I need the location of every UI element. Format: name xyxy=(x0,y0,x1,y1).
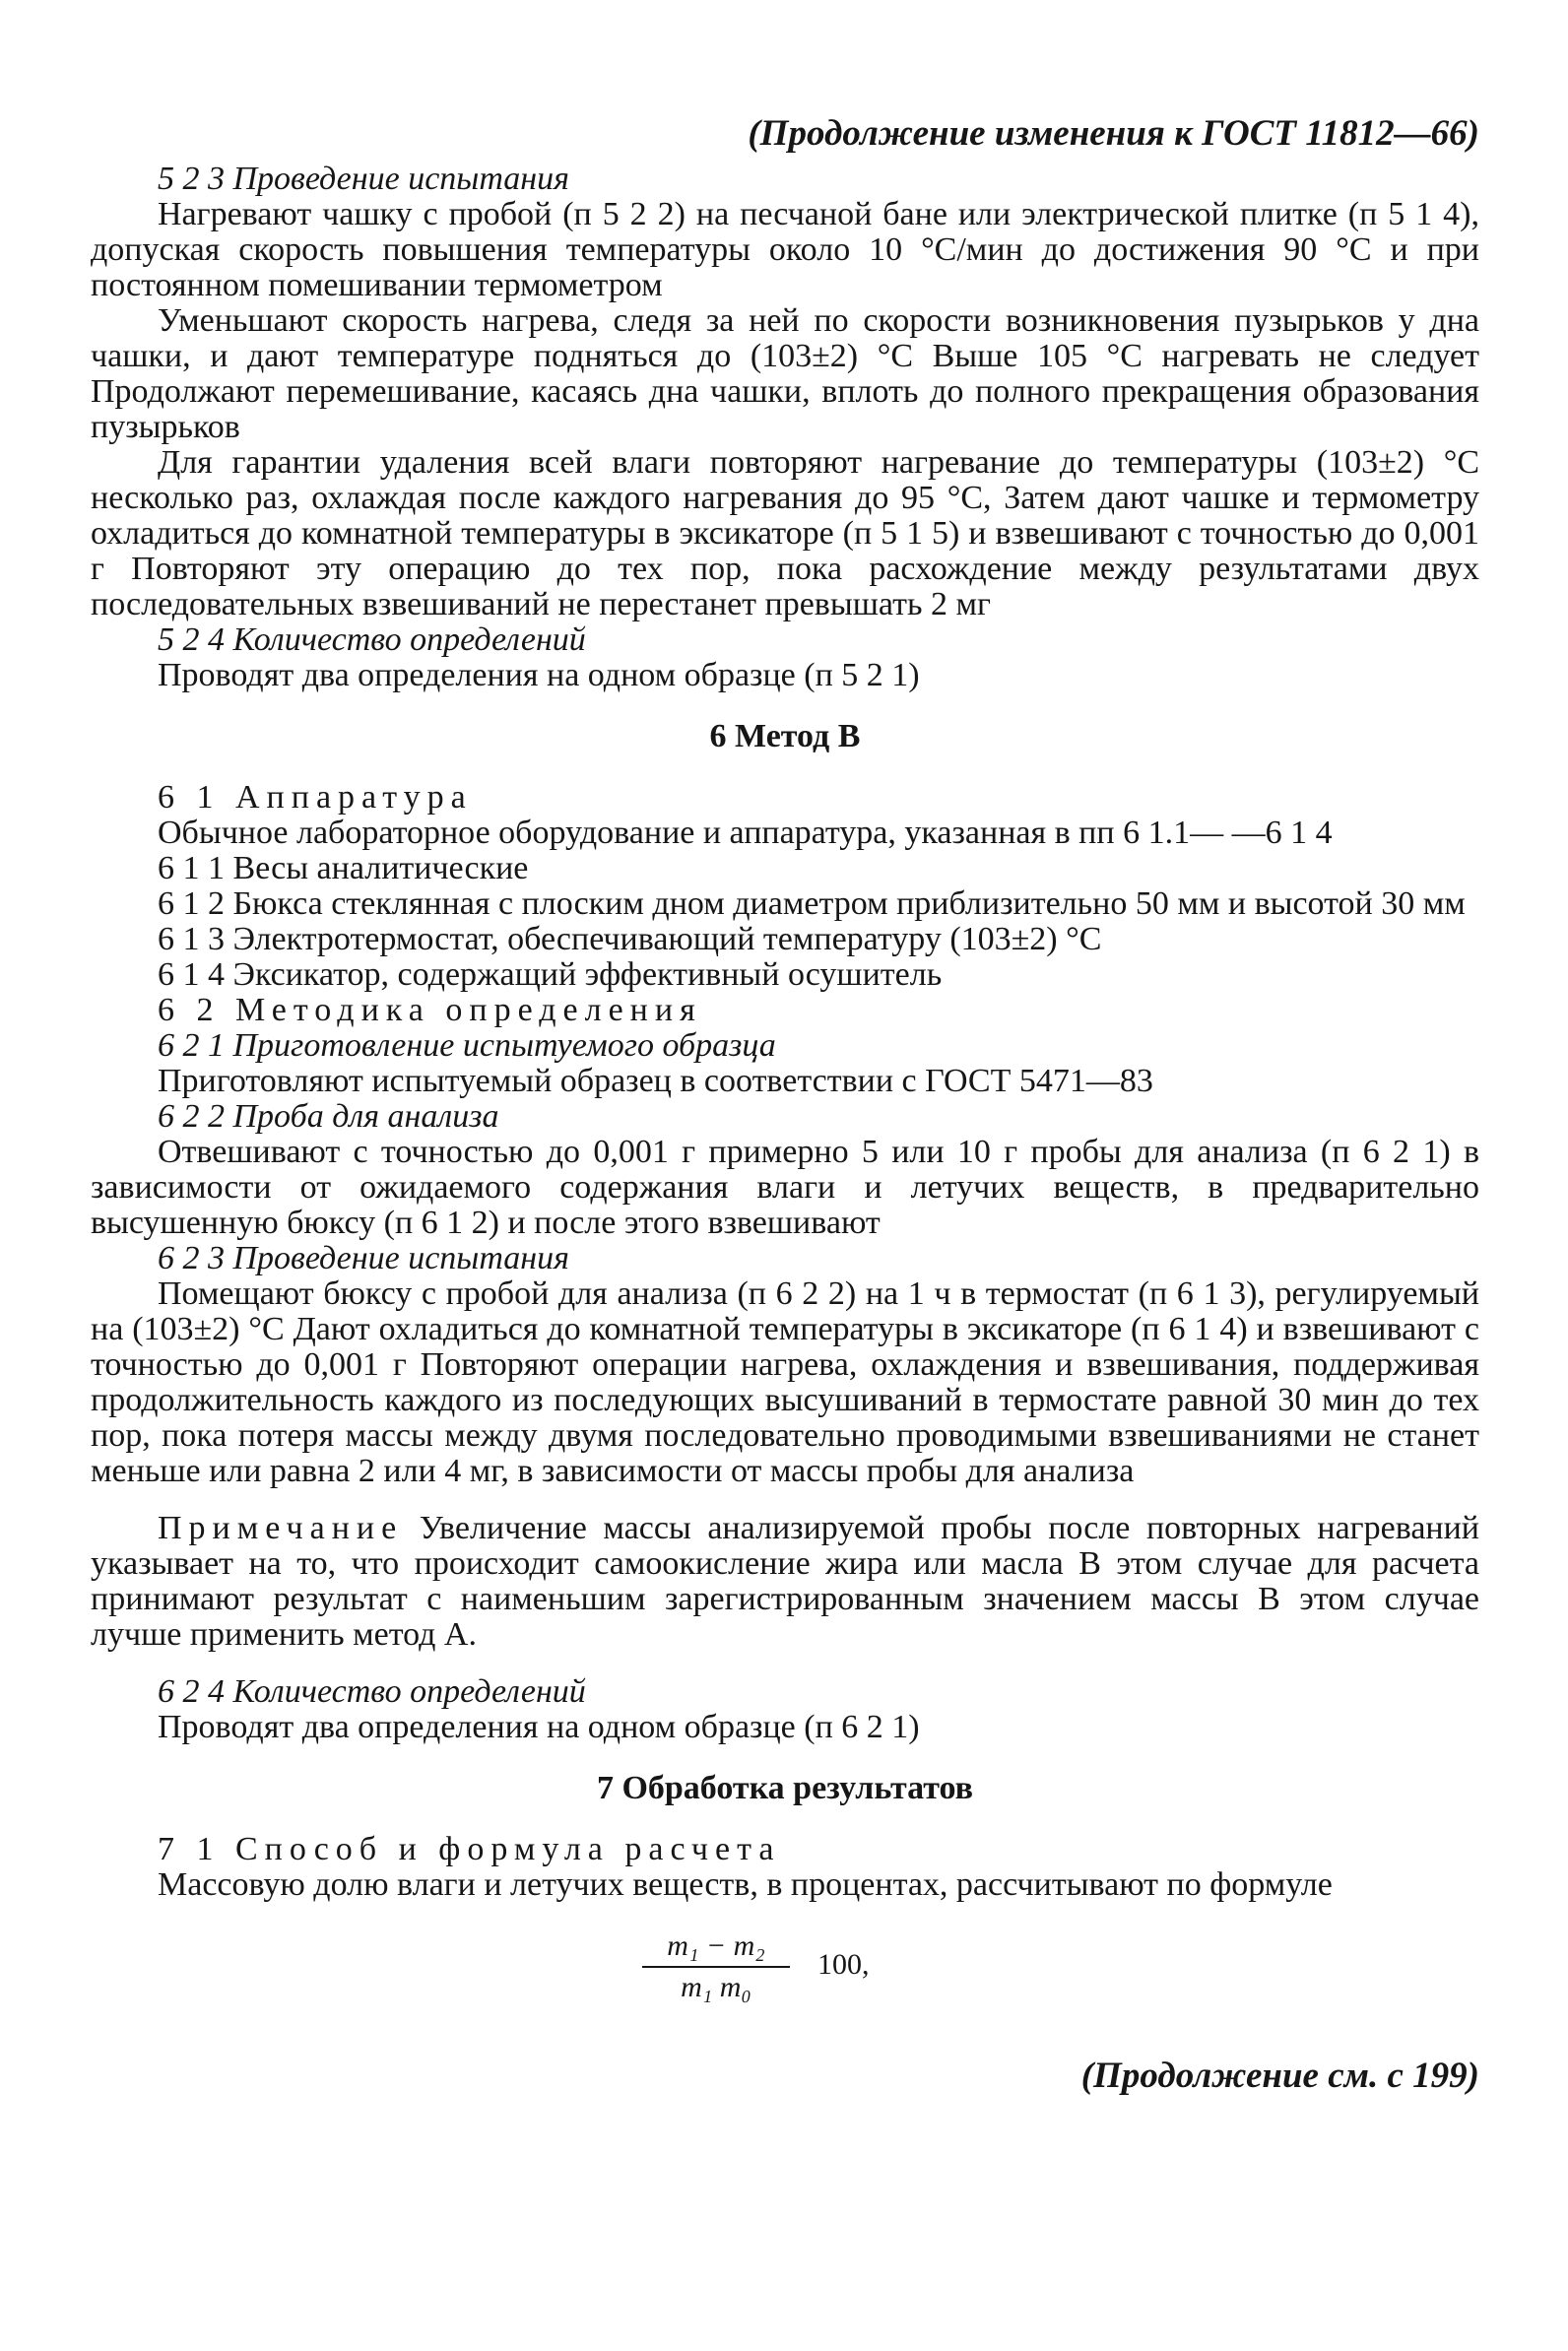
note-paragraph xyxy=(91,1511,1479,1653)
section-7-1-title: 7 1 Способ и формула расчета xyxy=(158,1831,781,1867)
formula-multiplier: 100, xyxy=(817,1948,870,1981)
section-6-2-1-title: 6 2 1 Приготовление испытуемого образца xyxy=(158,1027,776,1064)
page-header: (Продолжение изменения к ГОСТ 11812—66) xyxy=(748,113,1479,154)
formula xyxy=(642,1928,1479,2019)
formula-fraction xyxy=(642,1928,790,2005)
section-6-1-title: 6 1 Аппаратура xyxy=(158,779,473,816)
section-6-2-2-title: 6 2 2 Проба для анализа xyxy=(158,1098,499,1135)
section-5-2-4-title: 5 2 4 Количество определений xyxy=(158,621,586,658)
section-5-2-3-paragraph-3: Для гарантии удаления всей влаги повторяют нагревание до температуры (103±2) °С несколько раз, охлаждая после каждого нагревания до 95 °С, Затем дают чашке и термометру охладиться до комнатной температуры в эксикаторе (п 5 1 5) и взвешивают с точностью до 0,001 г Повторяют эту операцию до тех пор, пока расхождение между результатами двух последовательных взвешиваний не перестанет превышать 2 мг xyxy=(91,444,1479,622)
document-page xyxy=(91,110,1479,2100)
section-6-2-4-title: 6 2 4 Количество определений xyxy=(158,1673,586,1710)
section-6-2-4-text: Проводят два определения на одном образце (п 6 2 1) xyxy=(158,1709,920,1745)
formula-denominator: m₁ m₀ xyxy=(681,1971,751,2003)
section-5-2-3-title xyxy=(91,162,1479,197)
section-5-2-4-text: Проводят два определения на одном образце (п 5 2 1) xyxy=(158,657,920,693)
section-6-1-text: Обычное лабораторное оборудование и аппаратура, указанная в пп 6 1.1— —6 1 4 xyxy=(158,815,1333,851)
page-footer: (Продолжение см. с 199) xyxy=(1080,2056,1479,2096)
fraction-bar xyxy=(642,1966,790,1968)
section-6-1-1: 6 1 1 Весы аналитические xyxy=(158,850,529,886)
section-6-2-3-title: 6 2 3 Проведение испытания xyxy=(158,1240,569,1276)
section-6-1-2: 6 1 2 Бюкса стеклянная с плоским дном диаметром приблизительно 50 мм и высотой 30 мм xyxy=(158,885,1466,922)
note-text: Увеличение массы анализируемой пробы после повторных нагреваний указывает на то, что происходит самоокисление жира или масла В этом случае для расчета принимают результат с наименьшим зарегистрированным значением массы В этом случае лучше применить метод А. xyxy=(91,1510,1479,1653)
note-label: Примечание xyxy=(158,1510,404,1546)
section-6-2-title: 6 2 Методика определения xyxy=(158,992,702,1028)
section-5-2-3-paragraph-1: Нагревают чашку с пробой (п 5 2 2) на песчаной бане или электрической плитке (п 5 1 4), допуская скорость повышения температуры около 10 °С/мин до достижения 90 °С и при постоянном помешивании термометром xyxy=(91,196,1479,303)
section-5-2-3-paragraph-2: Уменьшают скорость нагрева, следя за ней по скорости возникновения пузырьков у дна чашки, и дают температуре подняться до (103±2) °С Выше 105 °С нагревать не следует Продолжают перемешивание, касаясь дна чашки, вплоть до полного прекращения образования пузырьков xyxy=(91,302,1479,445)
method-b-heading: 6 Метод В xyxy=(709,718,861,754)
section-6-1-4: 6 1 4 Эксикатор, содержащий эффективный осушитель xyxy=(158,956,943,993)
section-7-1-text: Массовую долю влаги и летучих веществ, в процентах, рассчитывают по формуле xyxy=(158,1866,1333,1903)
formula-numerator: m₁ − m₂ xyxy=(667,1929,765,1962)
section-6-2-2-text: Отвешивают с точностью до 0,001 г примерно 5 или 10 г пробы для анализа (п 6 2 1) в зависимости от ожидаемого содержания влаги и летучих веществ, в предварительно высушенную бюксу (п 6 1 2) и после этого взвешивают xyxy=(91,1134,1479,1241)
section-6-2-3-text: Помещают бюксу с пробой для анализа (п 6 2 2) на 1 ч в термостат (п 6 1 3), регулируемый на (103±2) °С Дают охладиться до комнатной температуры в эксикаторе (п 6 1 4) и взвешивают с точностью до 0,001 г Повторяют операции нагрева, охлаждения и взвешивания, поддерживая продолжительность каждого из последующих высушиваний в термостате равной 30 мин до тех пор, пока потеря массы между двумя последовательно проводимыми взвешиваниями не станет меньше или равна 2 или 4 мг, в зависимости от массы пробы для анализа xyxy=(91,1275,1479,1489)
section-5-2-3-title-text: 5 2 3 Проведение испытания xyxy=(158,161,569,197)
results-heading: 7 Обработка результатов xyxy=(596,1770,974,1806)
section-6-2-1-text: Приготовляют испытуемый образец в соответствии с ГОСТ 5471—83 xyxy=(158,1063,1153,1099)
section-6-1-3: 6 1 3 Электротермостат, обеспечивающий температуру (103±2) °С xyxy=(158,921,1102,957)
